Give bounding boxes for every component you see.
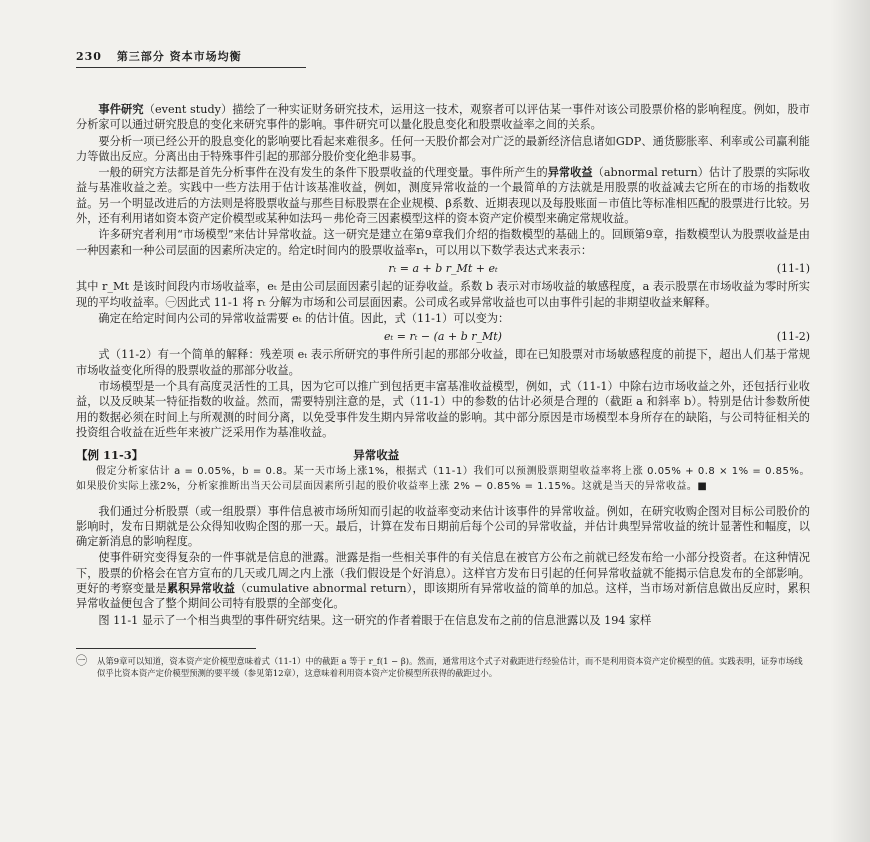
equation-expression: rₜ = a + b r_Mt + eₜ	[388, 261, 498, 275]
footnote-marker: ㊀	[76, 653, 87, 667]
example-header	[76, 448, 810, 463]
paragraph: 使事件研究变得复杂的一件事就是信息的泄露。泄露是指一些相关事件的有关信息在被官方公布之前就已经发布给一小部分投资者。在这种情况下，股票的价格会在官方宣布的几天或几周之内上涨（我们假设是个好消息）。这样官方发布日引起的任何异常收益就不能揭示信息发布的全部影响。更好的考察变量是累积异常收益（cumulative abnormal return），即该期所有异常收益的简单的加总。这样，当市场对新信息做出反应时，累积异常收益便包含了整个期间公司特有股票的全部变化。	[76, 551, 810, 611]
equation-number: (11-2)	[776, 330, 810, 344]
paragraph: 要分析一项已经公开的股息变化的影响要比看起来难很多。任何一天股价都会对广泛的最新经济信息诸如GDP、通货膨胀率、利率或公司赢利能力等做出反应。分离出由于特殊事件引起的那部分股价变化绝非易事。	[76, 134, 810, 163]
paragraph: 确定在给定时间内公司的异常收益需要 eₜ 的估计值。因此，式（11-1）可以变为：	[98, 311, 510, 325]
equation-number: (11-1)	[776, 261, 810, 275]
equation-11-1	[76, 261, 810, 276]
example-body: 假定分析家估计 a = 0.05%，b = 0.8。某一天市场上涨1%，根据式（11-1）我们可以预测股票期望收益率将上涨 0.05% + 0.8 × 1% = 0.85%。如果股价实际上涨2%，分析家推断出当天公司层面因素所引起的股价收益率上涨 2% − 0.85% = 1.15%。这就是当天的异常收益。■	[76, 465, 810, 492]
part-label: 第三部分	[116, 50, 165, 63]
paragraph: 一般的研究方法都是首先分析事件在没有发生的条件下股票收益的代理变量。事件所产生的异常收益（abnormal return）估计了股票的实际收益与基准收益之差。实践中一些方法用于估计该基准收益，例如，测度异常收益的一个最简单的方法就是用股票的收益减去它所在的市场的指数收益。另一个明显改进后的方法则是将股票收益与那些目标股票在企业规模、β系数、近期表现以及每股账面－市值比等标准相匹配的股票进行比较。另外，还有利用诸如资本资产定价模型或某种如法玛－弗伦奇三因素模型这样的资本资产定价模型来确定常规收益。	[76, 165, 810, 226]
key-term: 异常收益	[547, 165, 593, 180]
paragraph: 其中 r_Mt 是该时间段内市场收益率，eₜ 是由公司层面因素引起的证券收益。系数 b 表示对市场收益的敏感程度，a 表示股票在市场收益为零时所实现的平均收益率。㊀因此式 11-1 将 rₜ 分解为市场和公司层面因素。公司成名或异常收益也可以由事件引起的非期望收益来解释。	[76, 280, 810, 309]
running-header	[76, 48, 306, 68]
example-title: 异常收益	[353, 448, 400, 463]
end-of-example-mark: ■	[697, 480, 708, 492]
paragraph: 式（11-2）有一个简单的解释：残差项 eₜ 表示所研究的事件所引起的那部分收益，即在已知股票对市场敏感程度的前提下，超出人们基于常规市场收益变化所得的股票收益的那部分收益。	[76, 348, 810, 377]
paragraph: 我们通过分析股票（或一组股票）事件信息被市场所知而引起的收益率变动来估计该事件的异常收益。例如，在研究收购企图对目标公司股价的影响时，发布日期就是公众得知收购企图的那一天。最后，计算在发布日期前后每个公司的异常收益，并估计典型异常收益的统计显著性和幅度，以确定新消息的影响程度。	[76, 504, 810, 549]
footnote-text: 从第9章可以知道，资本资产定价模型意味着式（11-1）中的截距 a 等于 r_f(1 − β)。然而，通常用这个式子对截距进行经验估计，而不是利用资本资产定价模型的值。实践表明，证券市场线似乎比资本资产定价模型预测的要平缓（参见第12章），这意味着利用资本资产定价模型所获得的截距过小。	[97, 655, 803, 678]
page-number: 230	[76, 50, 102, 63]
paragraph: 图 11-1 显示了一个相当典型的事件研究结果。这一研究的作者着眼于在信息发布之前的信息泄露以及 194 家样	[98, 613, 652, 627]
page-edge-shadow	[830, 0, 870, 842]
paragraph: 市场模型是一个具有高度灵活性的工具，因为它可以推广到包括更丰富基准收益模型，例如，式（11-1）中除右边市场收益之外，还包括行业收益，以及反映某一特征指数的收益。然而，需要特别注意的是，式（11-1）中的参数的估计必须是合理的（截距 a 和斜率 b）。特别是估计参数所使用的数据必须在时间上与所观测的时间分离，以免受事件发生期内异常收益的影响。其中部分原因是市场模型本身所存在的缺陷，与公司特征相关的投资组合收益在近些年来被广泛采用作为基准收益。	[76, 380, 810, 439]
paragraph: 事件研究（event study）描绘了一种实证财务研究技术，运用这一技术，观察者可以评估某一事件对该公司股票价格的影响程度。例如，股市分析家可以通过研究股息的变化来研究事件的影响。事件研究可以量化股息变化和股票收益率之间的关系。	[76, 102, 810, 132]
example-label: 【例 11-3】	[76, 448, 144, 463]
key-term: 累积异常收益	[166, 581, 236, 596]
footnote	[76, 655, 810, 679]
key-term: 事件研究	[98, 102, 144, 116]
paragraph: 许多研究者利用“市场模型”来估计异常收益。这一研究是建立在第9章我们介绍的指数模型的基础上的。回顾第9章，指数模型认为股票收益是由一种因素和一种公司层面的因素所决定的。给定t时间内的股票收益率rₜ，可以用以下数学表达式来表示：	[76, 228, 810, 257]
main-text	[76, 102, 810, 679]
footnote-divider	[76, 648, 256, 649]
part-title: 资本市场均衡	[169, 50, 242, 63]
equation-11-2	[76, 329, 810, 344]
equation-expression: eₜ = rₜ − (a + b r_Mt)	[384, 330, 502, 344]
